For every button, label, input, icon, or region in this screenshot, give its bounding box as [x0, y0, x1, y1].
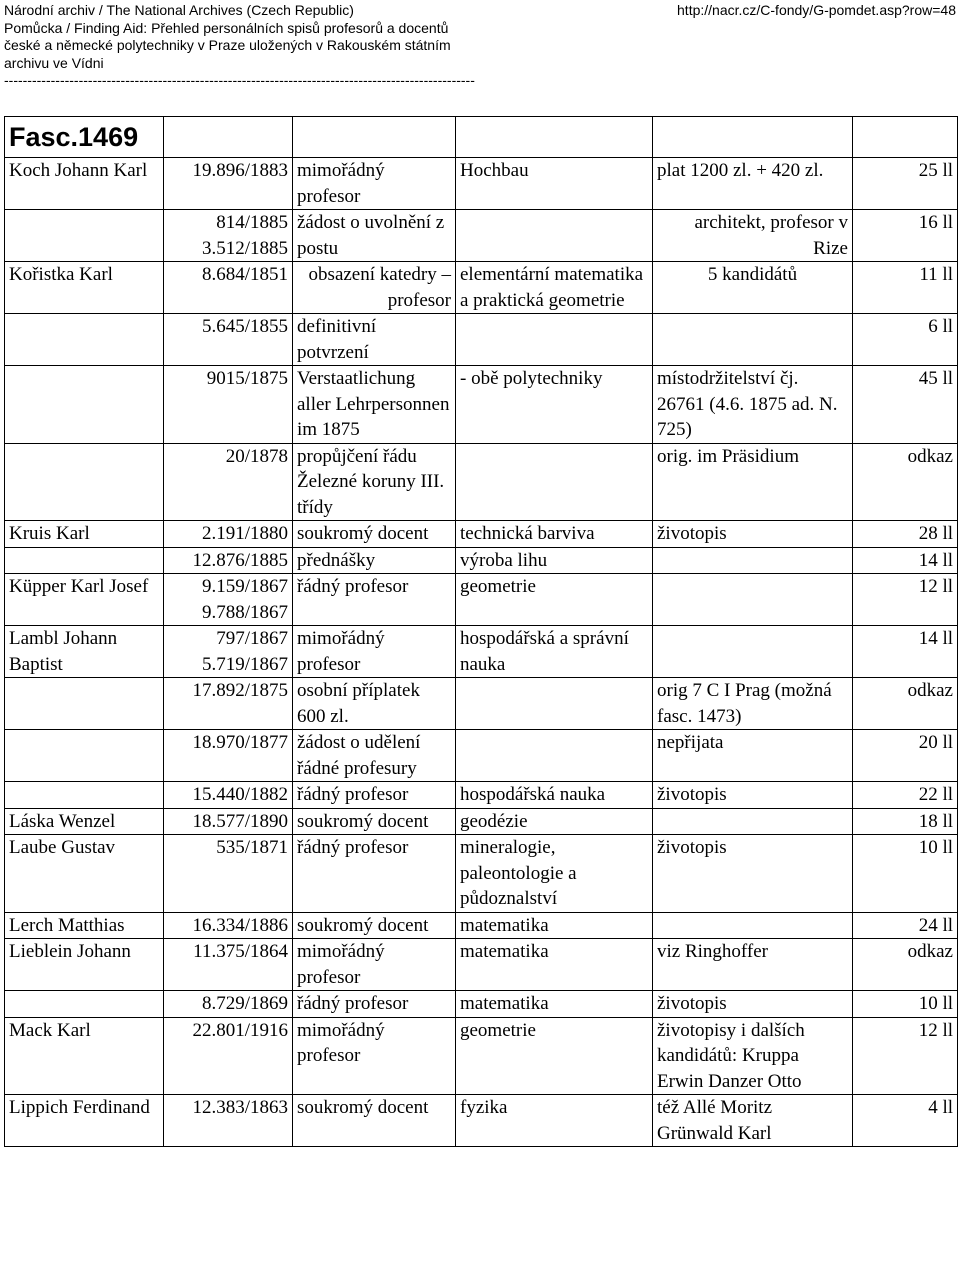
file-number: 22.801/1916 — [164, 1017, 293, 1095]
field — [456, 730, 653, 782]
subject: osobní příplatek 600 zl. — [293, 678, 456, 730]
table-row — [5, 210, 958, 262]
field: mineralogie, paleontologie a půdoznalství — [456, 835, 653, 913]
subject: řádný profesor — [293, 574, 456, 626]
table-row — [5, 314, 958, 366]
field: hospodářská a správní nauka — [456, 626, 653, 678]
table-row — [5, 547, 958, 574]
page-count: odkaz — [853, 939, 958, 991]
subject: žádost o udělení řádné profesury — [293, 730, 456, 782]
field — [456, 443, 653, 521]
note: životopis — [653, 782, 853, 809]
field — [456, 210, 653, 262]
note: architekt, profesor v Rize — [653, 210, 853, 262]
page-count: 18 ll — [853, 808, 958, 835]
field: hospodářská nauka — [456, 782, 653, 809]
header-separator: ----------------------------------------------------------------------------------------------------- — [4, 72, 475, 88]
page-count: 24 ll — [853, 912, 958, 939]
person-name — [5, 730, 164, 782]
page-header — [4, 2, 956, 90]
table-row — [5, 835, 958, 913]
file-number: 18.970/1877 — [164, 730, 293, 782]
person-name — [5, 547, 164, 574]
file-number: 8.729/1869 — [164, 991, 293, 1018]
page-count: 45 ll — [853, 366, 958, 444]
field: matematika — [456, 991, 653, 1018]
file-number: 814/1885 3.512/1885 — [164, 210, 293, 262]
field: matematika — [456, 912, 653, 939]
note: místodržitelství čj. 26761 (4.6. 1875 ad. N. 725) — [653, 366, 853, 444]
person-name: Laube Gustav — [5, 835, 164, 913]
file-number: 8.684/1851 — [164, 262, 293, 314]
person-name: Lambl Johann Baptist — [5, 626, 164, 678]
note: životopis — [653, 521, 853, 548]
file-number: 797/1867 5.719/1867 — [164, 626, 293, 678]
person-name — [5, 991, 164, 1018]
header-top-row — [4, 2, 956, 20]
page-count: 22 ll — [853, 782, 958, 809]
table-row — [5, 782, 958, 809]
page-count: 10 ll — [853, 991, 958, 1018]
table-row — [5, 366, 958, 444]
table-row — [5, 678, 958, 730]
person-name: Kořistka Karl — [5, 262, 164, 314]
person-name — [5, 782, 164, 809]
note — [653, 314, 853, 366]
page-count: 16 ll — [853, 210, 958, 262]
table-row — [5, 158, 958, 210]
fasc-title-row — [5, 117, 958, 158]
page-count: 28 ll — [853, 521, 958, 548]
subject: mimořádný profesor — [293, 939, 456, 991]
person-name — [5, 443, 164, 521]
file-number: 18.577/1890 — [164, 808, 293, 835]
field: výroba lihu — [456, 547, 653, 574]
person-name: Lerch Matthias — [5, 912, 164, 939]
file-number: 535/1871 — [164, 835, 293, 913]
person-name: Kruis Karl — [5, 521, 164, 548]
file-number: 5.645/1855 — [164, 314, 293, 366]
note: orig. im Präsidium — [653, 443, 853, 521]
subject: žádost o uvolnění z postu — [293, 210, 456, 262]
field: geometrie — [456, 574, 653, 626]
person-name — [5, 210, 164, 262]
page-count: 25 ll — [853, 158, 958, 210]
subject: propůjčení řádu Železné koruny III. třídy — [293, 443, 456, 521]
file-number: 9015/1875 — [164, 366, 293, 444]
table-row — [5, 912, 958, 939]
page-count: 14 ll — [853, 547, 958, 574]
subject: mimořádný profesor — [293, 158, 456, 210]
note — [653, 574, 853, 626]
page-count: 10 ll — [853, 835, 958, 913]
file-number: 16.334/1886 — [164, 912, 293, 939]
finding-aid-title: Pomůcka / Finding Aid: Přehled personálních spisů profesorů a docentů — [4, 19, 449, 36]
file-number: 17.892/1875 — [164, 678, 293, 730]
subject: definitivní potvrzení — [293, 314, 456, 366]
note: 5 kandidátů — [653, 262, 853, 314]
archive-name: Národní archiv / The National Archives (Czech Republic) — [4, 2, 354, 18]
table-row — [5, 1095, 958, 1147]
source-url[interactable]: http://nacr.cz/C-fondy/G-pomdet.asp?row=48 — [677, 2, 956, 18]
table-row — [5, 443, 958, 521]
finding-aid-subtitle-end: archivu ve Vídni — [4, 54, 104, 71]
file-number: 9.159/1867 9.788/1867 — [164, 574, 293, 626]
subject: řádný profesor — [293, 782, 456, 809]
page-count: 14 ll — [853, 626, 958, 678]
field: geodézie — [456, 808, 653, 835]
page-count: 20 ll — [853, 730, 958, 782]
page-count: odkaz — [853, 678, 958, 730]
note — [653, 912, 853, 939]
file-number: 12.383/1863 — [164, 1095, 293, 1147]
person-name: Lippich Ferdinand — [5, 1095, 164, 1147]
page-count: odkaz — [853, 443, 958, 521]
person-name: Mack Karl — [5, 1017, 164, 1095]
person-name — [5, 314, 164, 366]
person-name: Küpper Karl Josef — [5, 574, 164, 626]
field: fyzika — [456, 1095, 653, 1147]
subject: soukromý docent — [293, 521, 456, 548]
note: nepřijata — [653, 730, 853, 782]
table-row — [5, 808, 958, 835]
table-row — [5, 626, 958, 678]
file-number: 2.191/1880 — [164, 521, 293, 548]
file-number: 12.876/1885 — [164, 547, 293, 574]
file-number: 19.896/1883 — [164, 158, 293, 210]
subject: soukromý docent — [293, 808, 456, 835]
person-name: Koch Johann Karl — [5, 158, 164, 210]
field: - obě polytechniky — [456, 366, 653, 444]
table-row — [5, 574, 958, 626]
subject: mimořádný profesor — [293, 626, 456, 678]
subject: přednášky — [293, 547, 456, 574]
person-name: Láska Wenzel — [5, 808, 164, 835]
note: životopis — [653, 991, 853, 1018]
subject: obsazení katedry – profesor — [293, 262, 456, 314]
note — [653, 808, 853, 835]
table-row — [5, 730, 958, 782]
page-count: 12 ll — [853, 1017, 958, 1095]
table-row — [5, 1017, 958, 1095]
note: životopisy i dalších kandidátů: Kruppa Erwin Danzer Otto — [653, 1017, 853, 1095]
field: technická barviva — [456, 521, 653, 548]
table-row — [5, 939, 958, 991]
person-name — [5, 366, 164, 444]
page-count: 6 ll — [853, 314, 958, 366]
subject: soukromý docent — [293, 1095, 456, 1147]
field: matematika — [456, 939, 653, 991]
table-row — [5, 521, 958, 548]
field: elementární matematika a praktická geometrie — [456, 262, 653, 314]
page-count: 12 ll — [853, 574, 958, 626]
page-count: 11 ll — [853, 262, 958, 314]
fasc-title: Fasc.1469 — [5, 117, 164, 158]
field — [456, 314, 653, 366]
subject: mimořádný profesor — [293, 1017, 456, 1095]
personnel-table — [4, 116, 958, 1147]
subject: řádný profesor — [293, 991, 456, 1018]
note: orig 7 C I Prag (možná fasc. 1473) — [653, 678, 853, 730]
subject: soukromý docent — [293, 912, 456, 939]
field: geometrie — [456, 1017, 653, 1095]
file-number: 20/1878 — [164, 443, 293, 521]
note: životopis — [653, 835, 853, 913]
subject: řádný profesor — [293, 835, 456, 913]
table-row — [5, 262, 958, 314]
field — [456, 678, 653, 730]
finding-aid-subtitle: české a německé polytechniky v Praze uložených v Rakouském státním — [4, 37, 451, 53]
file-number: 11.375/1864 — [164, 939, 293, 991]
subject: Verstaatlichung aller Lehrpersonnen im 1875 — [293, 366, 456, 444]
page-count: 4 ll — [853, 1095, 958, 1147]
note — [653, 626, 853, 678]
note: plat 1200 zl. + 420 zl. — [653, 158, 853, 210]
note: též Allé Moritz Grünwald Karl — [653, 1095, 853, 1147]
person-name: Lieblein Johann — [5, 939, 164, 991]
table-row — [5, 991, 958, 1018]
file-number: 15.440/1882 — [164, 782, 293, 809]
field: Hochbau — [456, 158, 653, 210]
person-name — [5, 678, 164, 730]
note — [653, 547, 853, 574]
note: viz Ringhoffer — [653, 939, 853, 991]
